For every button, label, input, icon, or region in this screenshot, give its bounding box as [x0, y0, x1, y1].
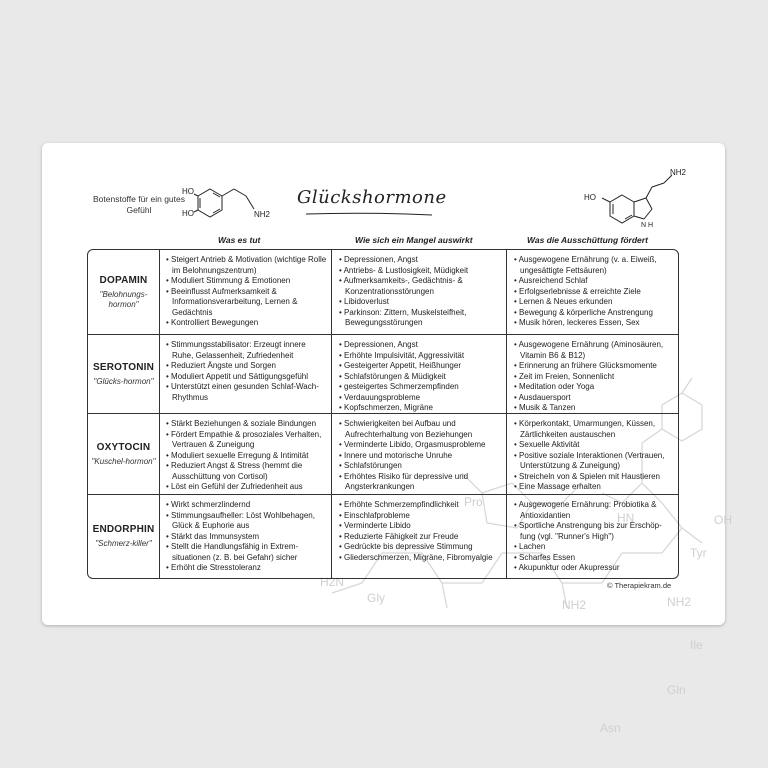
list-item: • Antriebs- & Lustlosigkeit, Müdigkeit: [337, 266, 502, 277]
hormone-name: SEROTONIN: [92, 361, 155, 373]
promotion-cell: [508, 414, 678, 494]
watermark-label: HN: [617, 511, 635, 525]
table-row-endorphin: [88, 495, 678, 578]
hormone-nickname: "Glücks-hormon": [93, 376, 154, 386]
list-item: • Löst ein Gefühl der Zufriedenheit aus: [164, 482, 327, 493]
hormone-name-cell: [88, 335, 160, 413]
list-item: • Stimmungsaufheller: Löst Wohlbehagen, Glück & Euphorie aus: [164, 511, 327, 532]
list-item: • Musik & Tanzen: [512, 403, 674, 414]
list-item: • Erhöhte Impulsivität, Aggressivität: [337, 351, 502, 362]
hormone-nickname: "Schmerz-killer": [95, 539, 152, 548]
list-item: • Libidoverlust: [337, 297, 502, 308]
list-item: • Körperkontakt, Umarmungen, Küssen, Zärtlichkeiten austauschen: [512, 419, 674, 440]
list-item: • Streicheln von & Spielen mit Haustieren: [512, 472, 674, 483]
watermark-label: Gly: [367, 591, 385, 605]
promotion-list: [512, 500, 674, 574]
deficiency-list: [337, 340, 502, 414]
list-item: • Wirkt schmerzlindernd: [164, 500, 327, 511]
hormone-name-cell: [88, 495, 160, 578]
list-item: • Parkinson: Zittern, Muskelsteifheit, Bewegungsstörungen: [337, 308, 502, 329]
hormone-name-cell: [88, 250, 160, 334]
list-item: • Unterstützt einen gesunden Schlaf-Wach-Rhythmus: [164, 382, 327, 403]
list-item: • Stärkt Beziehungen & soziale Bindungen: [164, 419, 327, 430]
effect-cell: [160, 250, 332, 334]
list-item: • Positive soziale Interaktionen (Vertrauen, Unterstützung & Zuneigung): [512, 451, 674, 472]
list-item: • Verdauungsprobleme: [337, 393, 502, 404]
title-underline: [304, 211, 434, 217]
list-item: • Schlafstörungen: [337, 461, 502, 472]
table-row-serotonin: [88, 335, 678, 414]
hormone-nickname: "Kuschel-hormon": [91, 456, 156, 466]
list-item: • Ausgewogene Ernährung: Probiotika & Antioxidantien: [512, 500, 674, 521]
watermark-label: Tyr: [690, 546, 707, 560]
deficiency-cell: [333, 335, 507, 413]
list-item: • Moduliert Stimmung & Emotionen: [164, 276, 327, 287]
list-item: • Moduliert Appetit und Sättigungsgefühl: [164, 372, 327, 383]
list-item: • Kopfschmerzen, Migräne: [337, 403, 502, 414]
promotion-cell: [508, 335, 678, 413]
dopamine-ho-label: HO: [182, 209, 194, 218]
list-item: • Reduziert Ängste und Sorgen: [164, 361, 327, 372]
column-header-promotion: Was die Ausschüttung fördert: [527, 235, 648, 245]
list-item: • Reduzierte Fähigkeit zur Freude: [337, 532, 502, 543]
promotion-list: [512, 419, 674, 493]
list-item: • Lernen & Neues erkunden: [512, 297, 674, 308]
watermark-label: Gln: [667, 683, 686, 697]
effect-list: [164, 500, 327, 574]
column-header-deficiency: Wie sich ein Mangel auswirkt: [355, 235, 473, 245]
effect-cell: [160, 335, 332, 413]
list-item: • Depressionen, Angst: [337, 340, 502, 351]
list-item: • Ausreichend Schlaf: [512, 276, 674, 287]
dopamine-ho-label: HO: [182, 187, 194, 196]
watermark-label: H2N: [320, 575, 345, 589]
list-item: • Ausgewogene Ernährung (v. a. Eiweiß, ungesättigte Fettsäuren): [512, 255, 674, 276]
list-item: • Innere und motorische Unruhe: [337, 451, 502, 462]
list-item: • Stärkt das Immunsystem: [164, 532, 327, 543]
deficiency-list: [337, 255, 502, 329]
effect-list: [164, 255, 327, 329]
list-item: • Gesteigerter Appetit, Heißhunger: [337, 361, 502, 372]
list-item: • Schlafstörungen & Müdigkeit: [337, 372, 502, 383]
effect-list: [164, 340, 327, 403]
promotion-cell: [508, 250, 678, 334]
list-item: • Stellt die Handlungsfähig in Extrem-situationen (z. B. bei Gefahr) sicher: [164, 542, 327, 563]
list-item: • Aufmerksamkeits-, Gedächtnis- & Konzentrationsstörungen: [337, 276, 502, 297]
list-item: • Ausdauersport: [512, 393, 674, 404]
list-item: • Steigert Antrieb & Motivation (wichtige Rolle im Belohnungszentrum): [164, 255, 327, 276]
list-item: • Musik hören, leckeres Essen, Sex: [512, 318, 674, 329]
dopamine-molecule-icon: [180, 179, 290, 229]
deficiency-list: [337, 500, 502, 563]
list-item: • Einschlafprobleme: [337, 511, 502, 522]
deficiency-cell: [333, 414, 507, 494]
deficiency-list: [337, 419, 502, 493]
subtitle: Botenstoffe für ein gutes Gefühl: [93, 194, 185, 215]
list-item: • Stimmungsstabilisator: Erzeugt innere Ruhe, Gelassenheit, Zufriedenheit: [164, 340, 327, 361]
list-item: • Sexuelle Aktivität: [512, 440, 674, 451]
copyright: © Therapiekram.de: [607, 581, 672, 590]
list-item: • Bewegung & körperliche Anstrengung: [512, 308, 674, 319]
list-item: • Schwierigkeiten bei Aufbau und Aufrechterhaltung von Beziehungen: [337, 419, 502, 440]
hormone-nickname: "Belohnungs-hormon": [99, 289, 148, 309]
list-item: • Erfolgserlebnisse & erreichte Ziele: [512, 287, 674, 298]
watermark-label: Ile: [690, 638, 703, 652]
table-row-dopamin: [88, 250, 678, 335]
list-item: • Lachen: [512, 542, 674, 553]
promotion-cell: [508, 495, 678, 578]
list-item: • Depressionen, Angst: [337, 255, 502, 266]
list-item: • Erinnerung an frühere Glücksmomente: [512, 361, 674, 372]
hormone-name: DOPAMIN: [99, 274, 148, 286]
watermark-label: OH: [714, 513, 732, 527]
info-card: [42, 143, 732, 735]
list-item: • Fördert Empathie & prosoziales Verhalten, Vertrauen & Zuneigung: [164, 430, 327, 451]
list-item: • Scharfes Essen: [512, 553, 674, 564]
list-item: • Sportliche Anstrengung bis zur Erschöp-fung (vgl. "Runner's High"): [512, 521, 674, 542]
table-row-oxytocin: [88, 414, 678, 495]
list-item: • Erhöhtes Risiko für depressive und Angsterkrankungen: [337, 472, 502, 493]
hormone-table: [87, 249, 679, 579]
list-item: • Kontrolliert Bewegungen: [164, 318, 327, 329]
effect-cell: [160, 414, 332, 494]
list-item: • Verminderte Libido, Orgasmusprobleme: [337, 440, 502, 451]
list-item: • Gedrückte bis depressive Stimmung: [337, 542, 502, 553]
list-item: • Eine Massage erhalten: [512, 482, 674, 493]
list-item: • Erhöht die Stresstoleranz: [164, 563, 327, 574]
promotion-list: [512, 340, 674, 414]
list-item: • gesteigertes Schmerzempfinden: [337, 382, 502, 393]
effect-cell: [160, 495, 332, 578]
list-item: • Ausgewogene Ernährung (Aminosäuren, Vitamin B6 & B12): [512, 340, 674, 361]
effect-list: [164, 419, 327, 493]
list-item: • Moduliert sexuelle Erregung & Intimität: [164, 451, 327, 462]
list-item: • Gliederschmerzen, Migräne, Fibromyalgie: [337, 553, 502, 564]
watermark-label: Pro: [464, 495, 483, 509]
list-item: • Akupunktur oder Akupressur: [512, 563, 674, 574]
serotonin-nh-label: N H: [641, 222, 654, 229]
list-item: • Verminderte Libido: [337, 521, 502, 532]
list-item: • Reduziert Angst & Stress (hemmt die Ausschüttung von Cortisol): [164, 461, 327, 482]
serotonin-ho-label: HO: [584, 193, 596, 202]
serotonin-nh2-label: NH2: [670, 168, 687, 177]
deficiency-cell: [333, 250, 507, 334]
watermark-label: Asn: [600, 721, 621, 735]
watermark-label: NH2: [562, 598, 587, 612]
promotion-list: [512, 255, 674, 329]
list-item: • Erhöhte Schmerzempfindlichkeit: [337, 500, 502, 511]
list-item: • Meditation oder Yoga: [512, 382, 674, 393]
serotonin-molecule-icon: [582, 165, 692, 235]
dopamine-nh2-label: NH2: [254, 210, 271, 219]
deficiency-cell: [333, 495, 507, 578]
list-item: • Beeinflusst Aufmerksamkeit & Informationsverarbeitung, Lernen & Gedächtnis: [164, 287, 327, 319]
hormone-name: ENDORPHIN: [92, 524, 155, 535]
list-item: • Zeit im Freien, Sonnenlicht: [512, 372, 674, 383]
page-title: Glückshormone: [297, 187, 447, 208]
column-header-effect: Was es tut: [218, 235, 261, 245]
hormone-name-cell: [88, 414, 160, 494]
watermark-label: NH2: [667, 595, 692, 609]
hormone-name: OXYTOCIN: [96, 441, 151, 453]
